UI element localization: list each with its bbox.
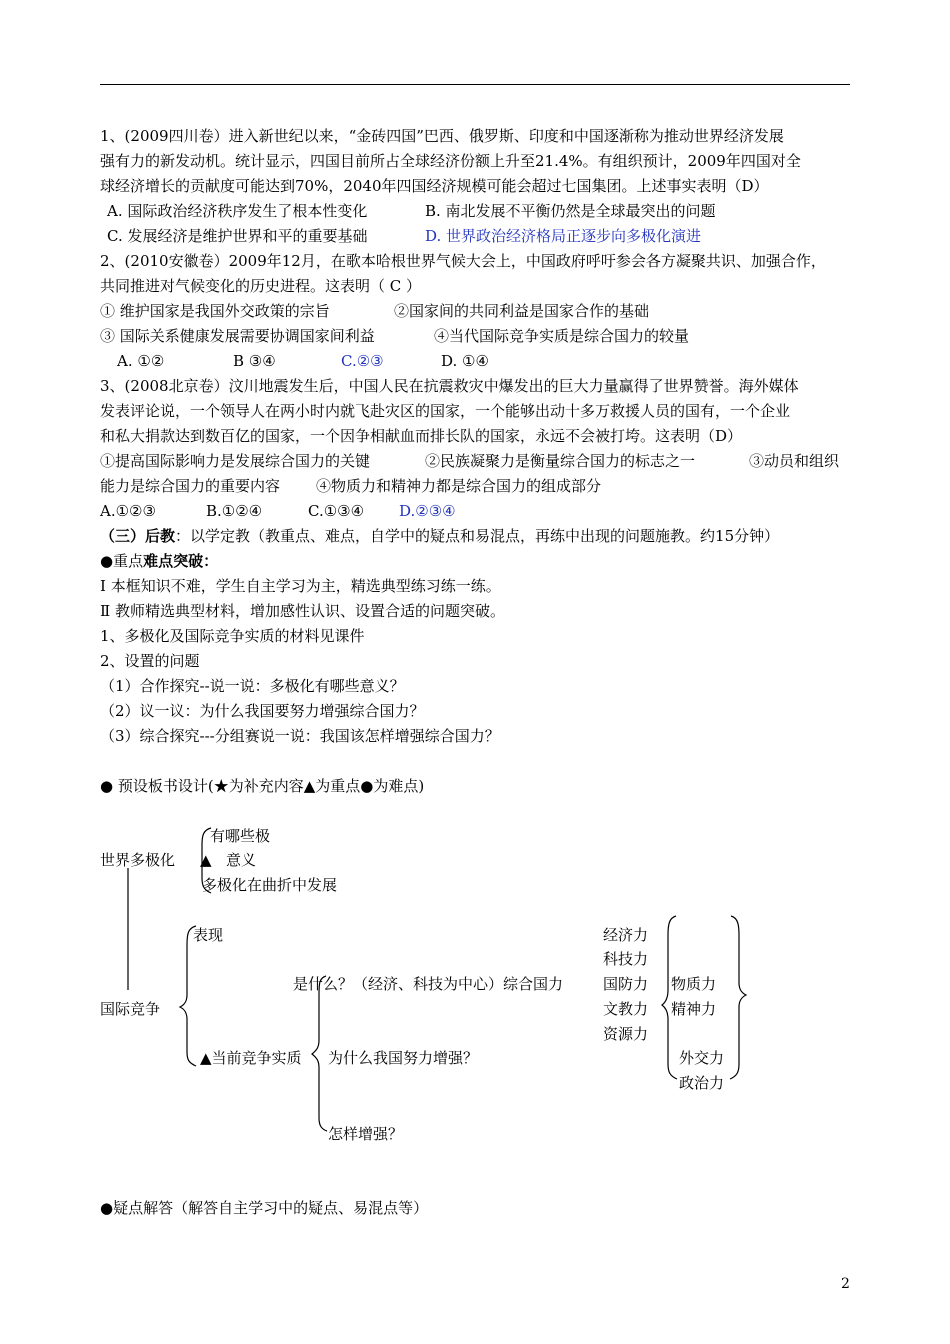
- spiritual-power: 精神力: [671, 1000, 717, 1018]
- q1-option-d: D. 世界政治经济格局正逐步向多极化演进: [425, 227, 702, 245]
- tortuous-label: 多极化在曲折中发展: [202, 876, 338, 894]
- key-points-bold: 难点突破：: [143, 552, 219, 570]
- section-heading: [100, 526, 779, 546]
- key-point-3: 1、多极化及国际竞争实质的材料见课件: [100, 627, 365, 645]
- q1-line-1: 1、(2009四川卷）进入新世纪以来，“金砖四国”巴西、俄罗斯、印度和中国逐渐称为推动世界经济发展: [100, 127, 784, 145]
- q3-option-d: D.②③④: [399, 502, 456, 520]
- q2-statement-1: ① 维护国家是我国外交政策的宗旨: [100, 302, 330, 320]
- how-label: 怎样增强？: [328, 1125, 404, 1143]
- key-point-1: Ⅰ 本框知识不难，学生自主学习为主，精选典型练习练一练。: [100, 577, 501, 595]
- key-point-2: Ⅱ 教师精选典型材料，增加感性认识、设置合适的问题突破。: [100, 602, 505, 620]
- doubts-heading: ●疑点解答（解答自主学习中的疑点、易混点等）: [100, 1199, 429, 1217]
- power-brace-left: [662, 916, 677, 1079]
- key-points-prefix: ●重点: [100, 552, 144, 570]
- q3-line-3: 和私大捐款达到数百亿的国家，一个因争相献血而排长队的国家，永远不会被打垮。这表明（D）: [100, 427, 743, 445]
- power-tech: 科技力: [603, 950, 649, 968]
- q3-option-c: C.①③④: [308, 502, 365, 520]
- poles-label: 有哪些极: [210, 827, 271, 845]
- q3-statement-1: ①提高国际影响力是发展综合国力的关键: [100, 452, 371, 470]
- power-economic: 经济力: [603, 926, 649, 944]
- page-number: 2: [841, 1276, 850, 1292]
- key-point-4: 2、设置的问题: [100, 652, 200, 670]
- political-power: 政治力: [679, 1074, 725, 1092]
- q2-line-1: 2、(2010安徽卷）2009年12月，在歌本哈根世界气候大会上，中国政府呼吁参会各方凝聚共识、加强合作，: [100, 252, 826, 270]
- key-points-heading: [100, 551, 218, 571]
- world-multipolar-label: 世界多极化: [100, 851, 176, 869]
- q3-option-b: B.①②④: [206, 502, 263, 520]
- what-label: 是什么？（经济、科技为中心）综合国力: [293, 975, 564, 993]
- why-label: 为什么我国努力增强？: [328, 1049, 479, 1067]
- q1-option-a: A. 国际政治经济秩序发生了根本性变化: [107, 202, 368, 220]
- current-essence-label: ▲当前竞争实质: [200, 1049, 302, 1067]
- q1-option-b: B. 南北发展不平衡仍然是全球最突出的问题: [425, 202, 716, 220]
- q3-statement-4: ④物质力和精神力都是综合国力的组成部分: [316, 477, 602, 495]
- section-heading-bold: （三）后教: [100, 527, 176, 545]
- diplomatic-power: 外交力: [679, 1049, 725, 1067]
- power-culture: 文教力: [603, 1000, 649, 1018]
- q1-option-c: C. 发展经济是维护世界和平的重要基础: [107, 227, 368, 245]
- meaning-label: 意义: [226, 851, 257, 869]
- q2-statement-2: ②国家间的共同利益是国家合作的基础: [394, 302, 650, 320]
- biaoxian-label: 表现: [193, 926, 224, 944]
- header-rule: [100, 84, 850, 85]
- competition-brace: [180, 926, 196, 1066]
- question-1: （1）合作探究--说一说：多极化有哪些意义？: [100, 677, 405, 695]
- q3-statement-2: ②民族凝聚力是衡量综合国力的标志之一: [425, 452, 696, 470]
- q2-option-c: C.②③: [341, 352, 384, 370]
- power-resource: 资源力: [603, 1025, 649, 1043]
- q2-line-2: 共同推进对气候变化的历史进程。这表明（ C ）: [100, 277, 422, 295]
- question-3: （3）综合探究---分组赛说一说：我国该怎样增强综合国力？: [100, 727, 500, 745]
- power-defense: 国防力: [603, 975, 649, 993]
- q2-option-b: B ③④: [233, 352, 276, 370]
- q3-option-a: A.①②③: [100, 502, 156, 520]
- q2-statement-3: ③ 国际关系健康发展需要协调国家间利益: [100, 327, 375, 345]
- q3-line-1: 3、(2008北京卷）汶川地震发生后，中国人民在抗震救灾中爆发出的巨大力量赢得了世界赞誉。海外媒体: [100, 377, 799, 395]
- q1-line-3: 球经济增长的贡献度可能达到70%，2040年四国经济规模可能会超过七国集团。上述事实表明（D）: [100, 177, 769, 195]
- competition-label: 国际竞争: [100, 1000, 161, 1018]
- q3-line-2: 发表评论说，一个领导人在两小时内就飞赴灾区的国家，一个能够出动十多万救援人员的国有，一个企业: [100, 402, 791, 420]
- q2-option-a: A. ①②: [117, 352, 165, 370]
- q1-line-2: 强有力的新发动机。统计显示，四国目前所占全球经济份额上升至21.4%。有组织预计，2009年四国对全: [100, 152, 801, 170]
- essence-brace: [312, 976, 327, 1131]
- material-power: 物质力: [671, 975, 717, 993]
- question-2: （2）议一议：为什么我国要努力增强综合国力？: [100, 702, 425, 720]
- q3-statement-3a: ③动员和组织: [749, 452, 840, 470]
- q3-statement-3b: 能力是综合国力的重要内容: [100, 477, 281, 495]
- q2-option-d: D. ①④: [441, 352, 489, 370]
- meaning-mark: ▲: [200, 851, 212, 869]
- board-title: ● 预设板书设计(★为补充内容▲为重点●为难点): [100, 777, 425, 795]
- power-brace-right: [730, 916, 746, 1079]
- section-heading-rest: ：以学定教（教重点、难点，自学中的疑点和易混点，再练中出现的问题施教。约15分钟）: [175, 527, 780, 545]
- q2-statement-4: ④当代国际竞争实质是综合国力的较量: [434, 327, 690, 345]
